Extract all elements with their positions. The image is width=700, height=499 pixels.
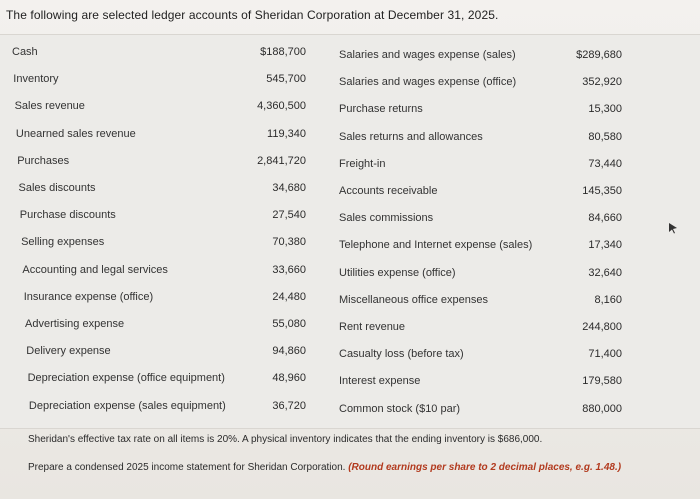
right-account-amount: 80,580 [588,130,622,143]
left-account-name: Accounting and legal services [22,263,168,276]
right-account-name: Sales returns and allowances [339,130,483,143]
right-account-name: Salaries and wages expense (sales) [339,49,516,61]
right-account-amount: 145,350 [582,185,622,197]
instruction-text: Prepare a condensed 2025 income statement for Sheridan Corporation. [28,462,346,473]
left-account-amount: 4,360,500 [257,100,306,113]
right-account-amount: 32,640 [588,266,622,279]
left-account-name: Selling expenses [21,236,105,249]
left-account-name: Sales discounts [18,182,96,194]
left-account-name: Depreciation expense (sales equipment) [28,399,226,412]
instruction-line [28,462,621,473]
right-account-name: Accounts receivable [339,185,438,197]
right-account-name: Casualty loss (before tax) [339,348,464,361]
right-account-amount: 73,440 [588,157,622,170]
right-account-amount: 71,400 [588,348,622,361]
right-account-amount: 179,580 [582,375,622,388]
left-account-name: Unearned sales revenue [15,127,136,140]
left-account-amount: 33,660 [272,263,306,276]
left-account-name: Delivery expense [26,345,111,358]
left-account-name: Insurance expense (office) [23,290,154,303]
left-account-amount: $188,700 [260,46,306,58]
right-account-amount: 17,340 [588,239,622,252]
right-account-name: Rent revenue [339,321,406,333]
left-account-amount: 94,860 [272,345,306,358]
left-account-amount: 36,720 [272,399,306,412]
left-account-amount: 48,960 [272,372,306,385]
left-account-name: Purchase discounts [19,209,116,222]
problem-header: The following are selected ledger accounts of Sheridan Corporation at December 31, 2025. [6,8,499,22]
left-account-amount: 70,380 [272,236,306,249]
ledger-accounts-table [0,34,700,429]
left-account-amount: 545,700 [266,73,306,86]
left-account-name: Sales revenue [14,100,85,113]
right-account-amount: $289,680 [576,49,622,61]
left-account-name: Cash [12,46,38,58]
rounding-instruction: (Round earnings per share to 2 decimal places, e.g. 1.48.) [348,462,622,473]
left-account-name: Purchases [17,154,70,167]
left-account-name: Depreciation expense (office equipment) [27,372,225,385]
right-account-amount: 84,660 [588,212,622,225]
right-account-name: Common stock ($10 par) [339,402,461,415]
right-account-name: Salaries and wages expense (office) [339,76,517,89]
left-account-name: Advertising expense [25,318,125,330]
mouse-pointer-icon [668,222,678,234]
right-account-amount: 352,920 [582,76,622,89]
right-account-name: Telephone and Internet expense (sales) [339,239,533,252]
right-account-amount: 15,300 [588,103,622,116]
left-account-amount: 24,480 [272,290,306,303]
left-account-amount: 27,540 [272,209,306,222]
right-account-name: Miscellaneous office expenses [339,293,488,306]
right-account-amount: 880,000 [582,402,622,415]
left-account-name: Inventory [13,73,59,86]
right-account-name: Interest expense [339,375,421,388]
right-account-name: Sales commissions [339,212,434,225]
right-account-name: Freight-in [339,157,386,170]
right-account-name: Utilities expense (office) [339,266,456,279]
left-account-amount: 55,080 [272,318,306,330]
left-account-amount: 119,340 [267,127,306,140]
tax-rate-note: Sheridan's effective tax rate on all items is 20%. A physical inventory indicates that the ending inventory is $686,000. [28,434,543,445]
right-account-name: Purchase returns [339,103,423,116]
right-account-amount: 244,800 [582,321,622,333]
left-account-amount: 34,680 [272,182,306,194]
left-account-amount: 2,841,720 [257,154,306,167]
right-account-amount: 8,160 [594,293,622,306]
